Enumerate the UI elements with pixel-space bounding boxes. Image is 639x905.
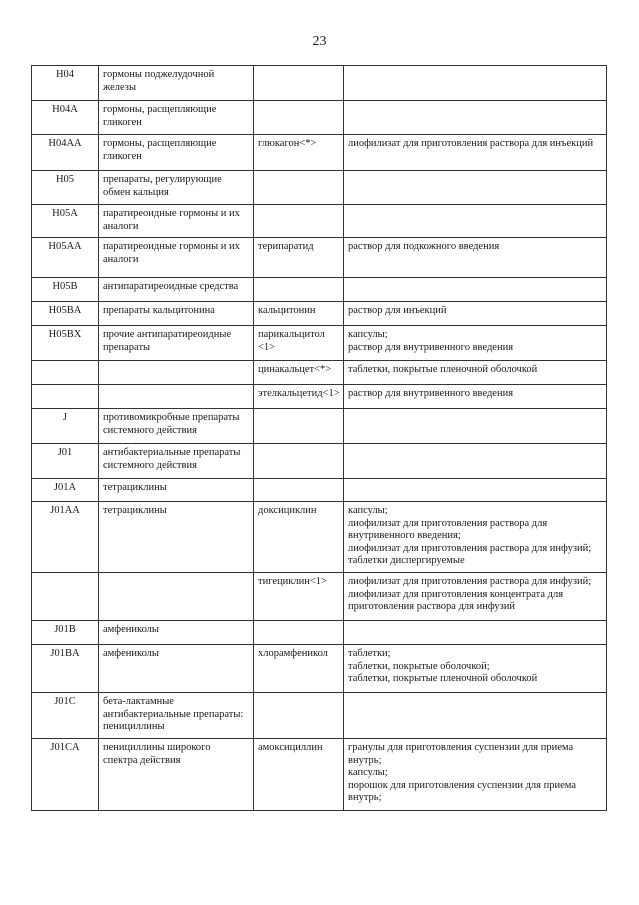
atc-code-cell: H05BA bbox=[32, 302, 99, 326]
drug-name-cell: этелкальцетид<1> bbox=[254, 385, 344, 409]
drug-name-cell: тигециклин<1> bbox=[254, 573, 344, 621]
atc-code-cell: J01 bbox=[32, 444, 99, 479]
atc-code-cell: H04AA bbox=[32, 135, 99, 171]
dosage-form-cell bbox=[344, 409, 607, 444]
dosage-form-cell: гранулы для приготовления суспензии для приема внутрь; капсулы; порошок для приготовления суспензии для приема внутрь; bbox=[344, 739, 607, 811]
atc-code-cell: J01BA bbox=[32, 645, 99, 693]
atc-code-cell: H05A bbox=[32, 205, 99, 238]
table-row bbox=[32, 238, 607, 278]
drug-name-cell bbox=[254, 66, 344, 101]
table-row bbox=[32, 205, 607, 238]
dosage-form-cell bbox=[344, 205, 607, 238]
dosage-form-cell: капсулы; раствор для внутривенного введения bbox=[344, 326, 607, 361]
group-name-cell: гормоны, расщепляющие гликоген bbox=[99, 135, 254, 171]
dosage-form-cell bbox=[344, 171, 607, 205]
table-row bbox=[32, 739, 607, 811]
table-row bbox=[32, 278, 607, 302]
table-row bbox=[32, 302, 607, 326]
dosage-form-cell bbox=[344, 693, 607, 739]
dosage-form-cell: таблетки; таблетки, покрытые оболочкой; таблетки, покрытые пленочной оболочкой bbox=[344, 645, 607, 693]
table-row bbox=[32, 385, 607, 409]
group-name-cell bbox=[99, 385, 254, 409]
table-body bbox=[32, 66, 607, 811]
drug-name-cell: доксициклин bbox=[254, 502, 344, 573]
table-row bbox=[32, 326, 607, 361]
drug-name-cell: терипаратид bbox=[254, 238, 344, 278]
atc-code-cell: H05AA bbox=[32, 238, 99, 278]
group-name-cell: пенициллины широкого спектра действия bbox=[99, 739, 254, 811]
group-name-cell: гормоны поджелудочной железы bbox=[99, 66, 254, 101]
table-row bbox=[32, 444, 607, 479]
group-name-cell bbox=[99, 573, 254, 621]
table-row bbox=[32, 573, 607, 621]
atc-code-cell: J01A bbox=[32, 479, 99, 502]
atc-code-cell bbox=[32, 385, 99, 409]
atc-code-cell: H05BX bbox=[32, 326, 99, 361]
table-row bbox=[32, 66, 607, 101]
dosage-form-cell bbox=[344, 278, 607, 302]
drug-name-cell: глюкагон<*> bbox=[254, 135, 344, 171]
group-name-cell: амфениколы bbox=[99, 621, 254, 645]
atc-code-cell: H04 bbox=[32, 66, 99, 101]
group-name-cell: бета-лактамные антибактериальные препараты: пенициллины bbox=[99, 693, 254, 739]
table-row bbox=[32, 502, 607, 573]
drug-name-cell bbox=[254, 409, 344, 444]
dosage-form-cell bbox=[344, 444, 607, 479]
dosage-form-cell: лиофилизат для приготовления раствора для инфузий; лиофилизат для приготовления концентрата для приготовления раствора для инфузий bbox=[344, 573, 607, 621]
table-row bbox=[32, 135, 607, 171]
group-name-cell: препараты, регулирующие обмен кальция bbox=[99, 171, 254, 205]
dosage-form-cell: лиофилизат для приготовления раствора для инъекций bbox=[344, 135, 607, 171]
atc-code-cell: J01C bbox=[32, 693, 99, 739]
group-name-cell: гормоны, расщепляющие гликоген bbox=[99, 101, 254, 135]
atc-code-cell: J01AA bbox=[32, 502, 99, 573]
drug-name-cell bbox=[254, 205, 344, 238]
dosage-form-cell bbox=[344, 66, 607, 101]
table-row bbox=[32, 171, 607, 205]
group-name-cell: амфениколы bbox=[99, 645, 254, 693]
drug-name-cell bbox=[254, 101, 344, 135]
drug-name-cell bbox=[254, 444, 344, 479]
atc-code-cell: J01B bbox=[32, 621, 99, 645]
group-name-cell: тетрациклины bbox=[99, 502, 254, 573]
group-name-cell: противомикробные препараты системного действия bbox=[99, 409, 254, 444]
group-name-cell: прочие антипаратиреоидные препараты bbox=[99, 326, 254, 361]
group-name-cell: антибактериальные препараты системного действия bbox=[99, 444, 254, 479]
drug-name-cell bbox=[254, 621, 344, 645]
table-row bbox=[32, 409, 607, 444]
table-row bbox=[32, 101, 607, 135]
table-row bbox=[32, 479, 607, 502]
atc-code-cell: J bbox=[32, 409, 99, 444]
drug-name-cell bbox=[254, 278, 344, 302]
dosage-form-cell: капсулы; лиофилизат для приготовления раствора для внутривенного введения; лиофилизат для приготовления раствора для инфузий; таблетки диспергируемые bbox=[344, 502, 607, 573]
atc-code-cell: J01CA bbox=[32, 739, 99, 811]
dosage-form-cell bbox=[344, 101, 607, 135]
drug-name-cell bbox=[254, 693, 344, 739]
drug-name-cell: парикальцитол <1> bbox=[254, 326, 344, 361]
group-name-cell bbox=[99, 361, 254, 385]
drug-name-cell: цинакальцет<*> bbox=[254, 361, 344, 385]
atc-code-cell: H04A bbox=[32, 101, 99, 135]
group-name-cell: антипаратиреоидные средства bbox=[99, 278, 254, 302]
drug-name-cell bbox=[254, 479, 344, 502]
group-name-cell: паратиреоидные гормоны и их аналоги bbox=[99, 205, 254, 238]
table-row bbox=[32, 361, 607, 385]
atc-code-cell bbox=[32, 573, 99, 621]
dosage-form-cell: раствор для инъекций bbox=[344, 302, 607, 326]
group-name-cell: препараты кальцитонина bbox=[99, 302, 254, 326]
drug-name-cell bbox=[254, 171, 344, 205]
drug-name-cell: кальцитонин bbox=[254, 302, 344, 326]
atc-code-cell: H05 bbox=[32, 171, 99, 205]
page-number: 23 bbox=[312, 34, 327, 49]
dosage-form-cell bbox=[344, 479, 607, 502]
dosage-form-cell bbox=[344, 621, 607, 645]
dosage-form-cell: раствор для подкожного введения bbox=[344, 238, 607, 278]
drug-name-cell: хлорамфеникол bbox=[254, 645, 344, 693]
group-name-cell: паратиреоидные гормоны и их аналоги bbox=[99, 238, 254, 278]
dosage-form-cell: таблетки, покрытые пленочной оболочкой bbox=[344, 361, 607, 385]
table-row bbox=[32, 621, 607, 645]
dosage-form-cell: раствор для внутривенного введения bbox=[344, 385, 607, 409]
atc-code-cell: H05B bbox=[32, 278, 99, 302]
drug-name-cell: амоксициллин bbox=[254, 739, 344, 811]
table-row bbox=[32, 645, 607, 693]
drug-table bbox=[31, 65, 607, 811]
atc-code-cell bbox=[32, 361, 99, 385]
group-name-cell: тетрациклины bbox=[99, 479, 254, 502]
table-row bbox=[32, 693, 607, 739]
